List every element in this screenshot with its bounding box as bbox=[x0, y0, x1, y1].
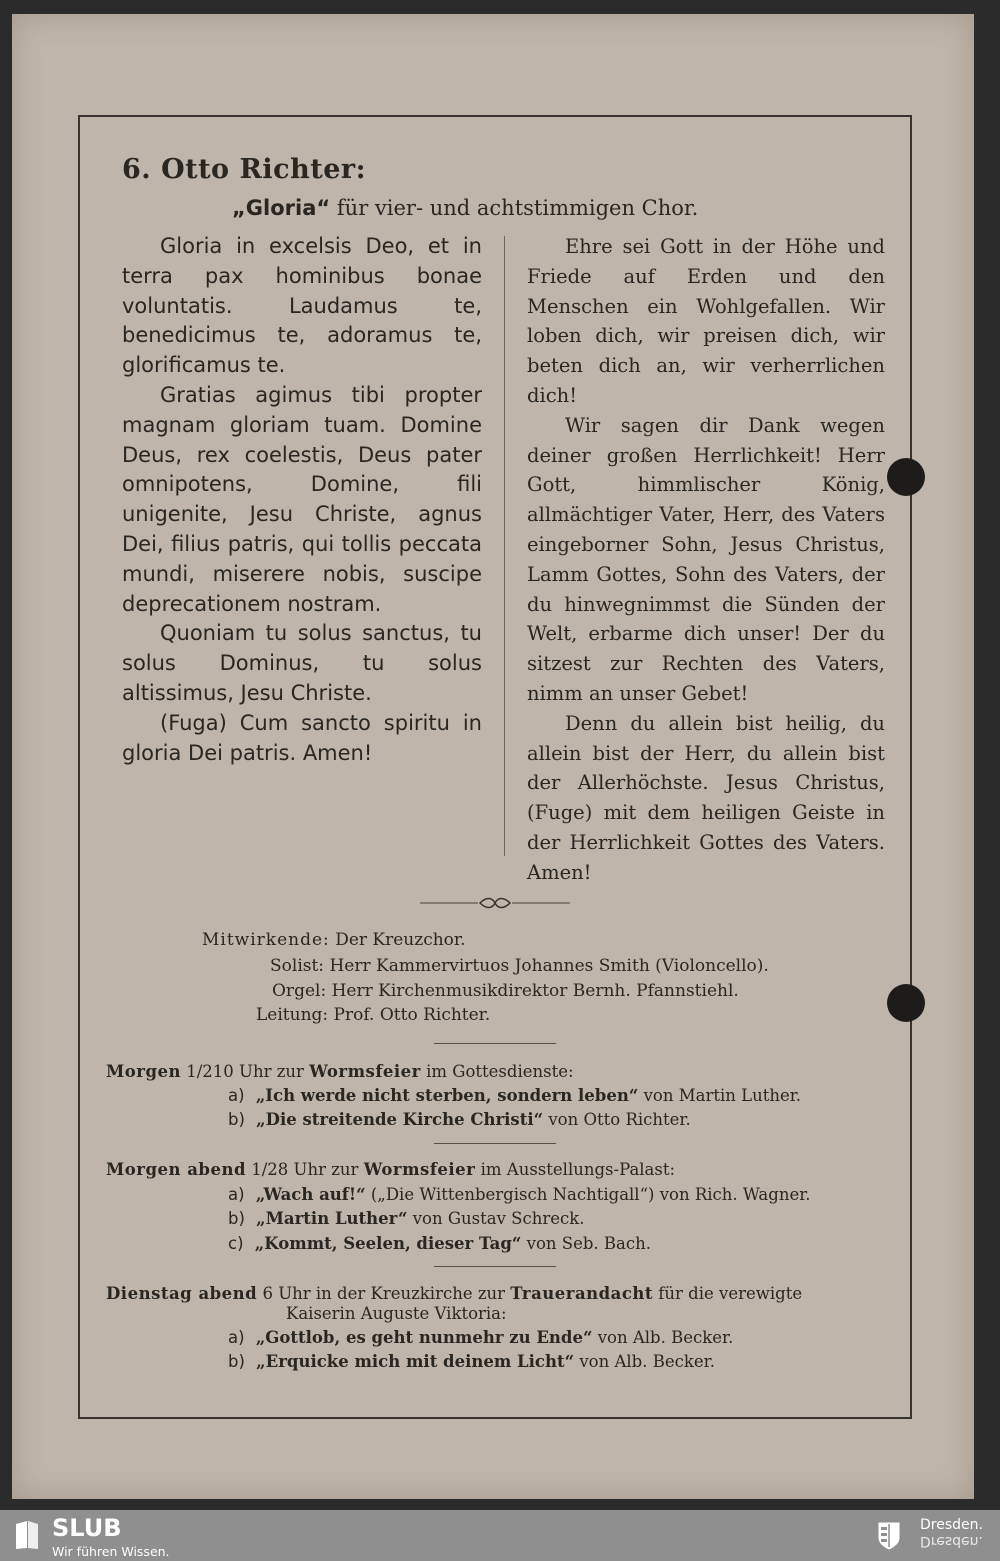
item-title: „Martin Luther“ bbox=[256, 1209, 408, 1228]
announcement-heading bbox=[106, 1062, 574, 1081]
section-rule bbox=[434, 1143, 556, 1144]
announcement-place: im Gottesdienste: bbox=[426, 1062, 574, 1081]
book-icon bbox=[14, 1520, 40, 1550]
announcement-day: Dienstag abend bbox=[106, 1284, 258, 1303]
announcement-time: 6 Uhr bbox=[262, 1284, 311, 1303]
credit-value: Prof. Otto Richter. bbox=[333, 1005, 491, 1025]
work-title: „Gloria“ bbox=[232, 196, 331, 220]
item-by: von bbox=[643, 1086, 674, 1105]
credit-value: Herr Kammervirtuos Johannes Smith (Violoncello). bbox=[329, 956, 769, 976]
german-text-column bbox=[527, 232, 885, 888]
item-title: „Erquicke mich mit deinem Licht“ bbox=[256, 1352, 575, 1371]
item-composer: Seb. Bach. bbox=[561, 1234, 651, 1253]
announcement-event: Wormsfeier bbox=[309, 1062, 421, 1081]
credit-label: Leitung: bbox=[256, 1005, 329, 1025]
credit-value: Der Kreuzchor. bbox=[335, 930, 466, 950]
section-rule bbox=[434, 1266, 556, 1267]
latin-paragraph: Gratias agimus tibi propter magnam gloriam tuam. Domine Deus, rex coelestis, Deus pater omnipotens, Domine, fili unigenite, Jesu Christe, agnus Dei, filius patris, qui tollis peccata mundi, miserere nobis, suscipe deprecationem nostram. bbox=[122, 382, 482, 616]
announcement-mid: zur bbox=[331, 1160, 359, 1179]
punch-hole bbox=[887, 984, 925, 1022]
item-composer: Rich. Wagner. bbox=[694, 1185, 811, 1204]
announcement-heading bbox=[106, 1160, 675, 1179]
credit-line bbox=[256, 1005, 490, 1025]
announcement-day: Morgen bbox=[106, 1062, 181, 1081]
punch-hole bbox=[887, 458, 925, 496]
credit-label: Orgel: bbox=[272, 981, 327, 1001]
program-item bbox=[228, 1209, 584, 1228]
announcement-time: 1/28 Uhr bbox=[251, 1160, 326, 1179]
item-label: a) bbox=[228, 1185, 245, 1204]
item-title: „Gottlob, es geht nunmehr zu Ende“ bbox=[255, 1328, 593, 1347]
item-by: von bbox=[526, 1234, 557, 1253]
item-title: „Die streitende Kirche Christi“ bbox=[256, 1110, 544, 1129]
announcement-heading-continued: Kaiserin Auguste Viktoria: bbox=[286, 1304, 507, 1323]
item-label: c) bbox=[228, 1234, 244, 1253]
item-label: b) bbox=[228, 1110, 245, 1129]
announcement-mid: in der Kreuzkirche zur bbox=[315, 1284, 506, 1303]
item-composer: Martin Luther. bbox=[678, 1086, 802, 1105]
item-label: b) bbox=[228, 1352, 245, 1371]
footer-partner-line-mirrored: Dresden. bbox=[920, 1533, 983, 1549]
item-label: a) bbox=[228, 1086, 245, 1105]
announcement-event: Trauerandacht bbox=[510, 1284, 654, 1303]
column-divider bbox=[504, 236, 505, 856]
item-title: „Kommt, Seelen, dieser Tag“ bbox=[254, 1234, 522, 1253]
footer-tagline: Wir führen Wissen. bbox=[52, 1544, 170, 1559]
announcement-event: Wormsfeier bbox=[363, 1160, 476, 1179]
credit-line bbox=[270, 956, 769, 976]
item-by: („Die Wittenbergisch Nachtigall“) von bbox=[370, 1185, 690, 1204]
program-item bbox=[228, 1086, 801, 1105]
item-composer: Gustav Schreck. bbox=[447, 1209, 585, 1228]
credit-line bbox=[202, 930, 466, 950]
item-by: von bbox=[597, 1328, 628, 1347]
latin-paragraph: Quoniam tu solus sanctus, tu solus Dominus, tu solus altissimus, Jesu Christe. bbox=[122, 621, 482, 705]
footer-partner bbox=[920, 1518, 983, 1548]
footer-partner-line: Dresden. bbox=[920, 1517, 983, 1533]
german-paragraph: Denn du allein bist heilig, du allein bist der Herr, du allein bist der Allerhöchste. Jesus Christus, (Fuge) mit dem heiligen Geiste in der Herrlichkeit Gottes des Vaters. Amen! bbox=[527, 711, 885, 884]
credit-value: Herr Kirchenmusikdirektor Bernh. Pfannstiehl. bbox=[331, 981, 739, 1001]
page-title: 6. Otto Richter: bbox=[122, 154, 367, 185]
credit-label: Mitwirkende: bbox=[202, 930, 330, 950]
item-title: „Wach auf!“ bbox=[255, 1185, 366, 1204]
city-crest-icon bbox=[878, 1522, 900, 1550]
program-item bbox=[228, 1185, 811, 1204]
item-title: „Ich werde nicht sterben, sondern leben“ bbox=[255, 1086, 639, 1105]
credit-label: Solist: bbox=[270, 956, 325, 976]
announcement-place: für die verewigte bbox=[658, 1284, 803, 1303]
item-label: b) bbox=[228, 1209, 245, 1228]
latin-paragraph: Gloria in excelsis Deo, et in terra pax hominibus bonae voluntatis. Laudamus te, benedicimus te, adoramus te, glorificamus te. bbox=[122, 234, 482, 378]
item-by: von bbox=[412, 1209, 443, 1228]
announcement-time: 1/210 Uhr bbox=[186, 1062, 272, 1081]
announcement-place: im Ausstellungs-Palast: bbox=[480, 1160, 676, 1179]
item-by: von bbox=[548, 1110, 579, 1129]
announcement-mid: zur bbox=[276, 1062, 304, 1081]
footer-bar bbox=[0, 1510, 1000, 1561]
work-subtitle bbox=[232, 196, 698, 220]
item-composer: Alb. Becker. bbox=[614, 1352, 715, 1371]
item-label: a) bbox=[228, 1328, 245, 1347]
item-composer: Alb. Becker. bbox=[632, 1328, 734, 1347]
footer-brand: SLUB bbox=[52, 1514, 122, 1542]
work-scoring: für vier- und achtstimmigen Chor. bbox=[336, 196, 699, 220]
program-item bbox=[228, 1352, 715, 1371]
latin-text-column bbox=[122, 232, 482, 768]
program-item bbox=[228, 1110, 691, 1129]
ornament-divider bbox=[420, 895, 570, 911]
latin-paragraph: (Fuga) Cum sancto spiritu in gloria Dei patris. Amen! bbox=[122, 710, 482, 765]
german-paragraph: Ehre sei Gott in der Höhe und Friede auf Erden und den Menschen ein Wohlgefallen. Wir loben dich, wir preisen dich, wir beten dich an, wir verherrlichen dich! bbox=[527, 235, 885, 407]
item-by: von bbox=[579, 1352, 610, 1371]
announcement-heading bbox=[106, 1284, 802, 1303]
credit-line bbox=[272, 981, 739, 1001]
section-rule bbox=[434, 1043, 556, 1044]
announcement-day: Morgen abend bbox=[106, 1160, 246, 1179]
program-item bbox=[228, 1234, 651, 1253]
item-composer: Otto Richter. bbox=[583, 1110, 691, 1129]
german-paragraph: Wir sagen dir Dank wegen deiner großen Herrlichkeit! Herr Gott, himmlischer König, allmächtiger Vater, Herr, des Vaters eingeborner Sohn, Jesus Christus, Lamm Gottes, Sohn des Vaters, der du hinwegnimmst die Sünden der Welt, erbarme dich unser! Der du sitzest zur Rechten des Vaters, nimm an unser Gebet! bbox=[527, 413, 885, 705]
program-item bbox=[228, 1328, 733, 1347]
